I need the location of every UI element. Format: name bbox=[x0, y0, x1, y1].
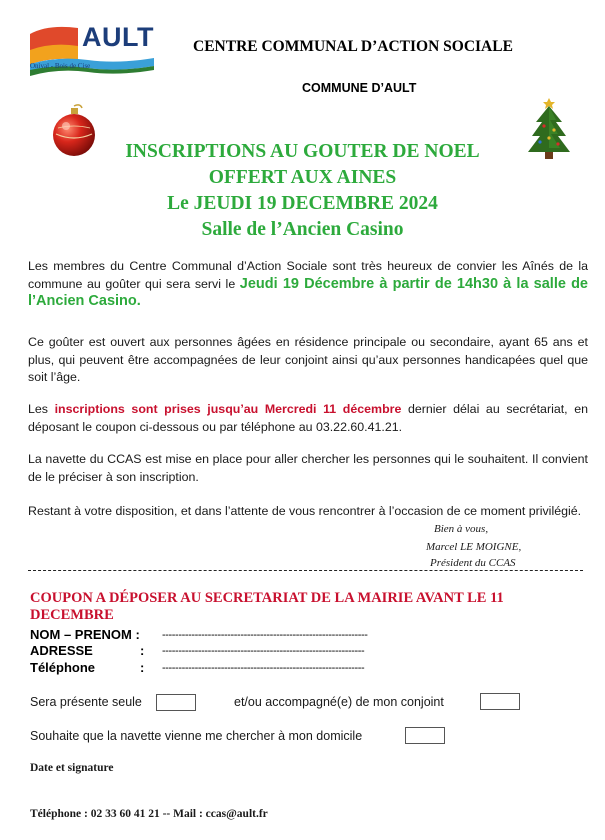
phone-colon: : bbox=[140, 660, 145, 675]
address-field[interactable]: -------------------------------------------------------------- bbox=[162, 645, 365, 657]
registration-deadline-highlight: inscriptions sont prises jusqu’au Mercredi 11 décembre bbox=[54, 402, 402, 416]
title-line-2: OFFERT AUX AINES bbox=[208, 167, 397, 188]
paragraph-eligibility bbox=[28, 334, 588, 387]
signature-name: Marcel LE MOIGNE, bbox=[426, 541, 522, 553]
alone-label: Sera présente seule bbox=[30, 695, 142, 709]
closing-text: Restant à votre disposition, et dans l’attente de vous rencontrer à l’occasion de ce moment privilégié. bbox=[28, 504, 582, 518]
coupon-title: COUPON A DÉPOSER AU SECRETARIAT DE LA MAIRIE AVANT LE 11 DECEMBRE bbox=[30, 590, 504, 623]
footer-contact: Téléphone : 02 33 60 41 21 -- Mail : ccas@ault.fr bbox=[30, 808, 268, 820]
shuttle-label: Souhaite que la navette vienne me chercher à mon domicile bbox=[30, 729, 363, 743]
title-line-3: Le JEUDI 19 DECEMBRE 2024 bbox=[167, 193, 438, 214]
paragraph-shuttle bbox=[28, 451, 588, 486]
phone-field[interactable]: -------------------------------------------------------------- bbox=[162, 662, 365, 674]
alone-checkbox[interactable] bbox=[156, 694, 196, 711]
registration-text-end: dernier délai au secrétariat, en déposant le coupon ci-dessous ou par téléphone au 03.22.60.41.21. bbox=[28, 402, 588, 434]
shuttle-text: La navette du CCAS est mise en place pour aller chercher les personnes qui le souhaitent. Il convient de le préciser à son inscription. bbox=[28, 452, 588, 484]
logo-subtitle: Onival - Bois de Cise bbox=[30, 62, 91, 70]
commune-name: COMMUNE D’AULT bbox=[302, 81, 417, 95]
paragraph-invitation bbox=[28, 258, 588, 311]
paragraph-closing bbox=[28, 503, 588, 521]
date-signature-label: Date et signature bbox=[30, 762, 114, 774]
phone-label: Téléphone bbox=[30, 660, 96, 675]
signature-role: Président du CCAS bbox=[430, 557, 516, 569]
address-label: ADRESSE bbox=[30, 643, 93, 658]
address-colon: : bbox=[140, 643, 145, 658]
invitation-text: Les membres du Centre Communal d’Action Sociale sont très heureux de convier les Aînés de la commune au goûter qui sera servi le bbox=[28, 259, 588, 291]
event-date-highlight: Jeudi 19 Décembre à partir de 14h30 à la salle de l’Ancien Casino. bbox=[28, 275, 588, 309]
logo-name: AULT bbox=[82, 22, 154, 52]
accompanied-label: et/ou accompagné(e) de mon conjoint bbox=[234, 695, 444, 709]
name-field[interactable]: --------------------------------------------------------------- bbox=[162, 629, 368, 641]
paragraph-registration bbox=[28, 401, 588, 436]
title-line-1: INSCRIPTIONS AU GOUTER DE NOEL bbox=[125, 141, 480, 162]
name-label: NOM – PRENOM : bbox=[30, 627, 140, 642]
org-title: CENTRE COMMUNAL D’ACTION SOCIALE bbox=[193, 38, 513, 55]
shuttle-checkbox[interactable] bbox=[405, 727, 445, 744]
eligibility-text: Ce goûter est ouvert aux personnes âgées en résidence principale ou secondaire, ayant 65 ans et plus, qui peuvent être accompagnées de leur conjoint ainsi qu’aux personnes handicapées quel que soit l’âge. bbox=[28, 335, 588, 384]
signature-greeting: Bien à vous, bbox=[434, 523, 489, 535]
registration-text-start: Les bbox=[28, 402, 55, 416]
coupon-cut-line bbox=[28, 570, 583, 571]
accompanied-checkbox[interactable] bbox=[480, 693, 520, 710]
title-line-4: Salle de l’Ancien Casino bbox=[201, 219, 404, 240]
